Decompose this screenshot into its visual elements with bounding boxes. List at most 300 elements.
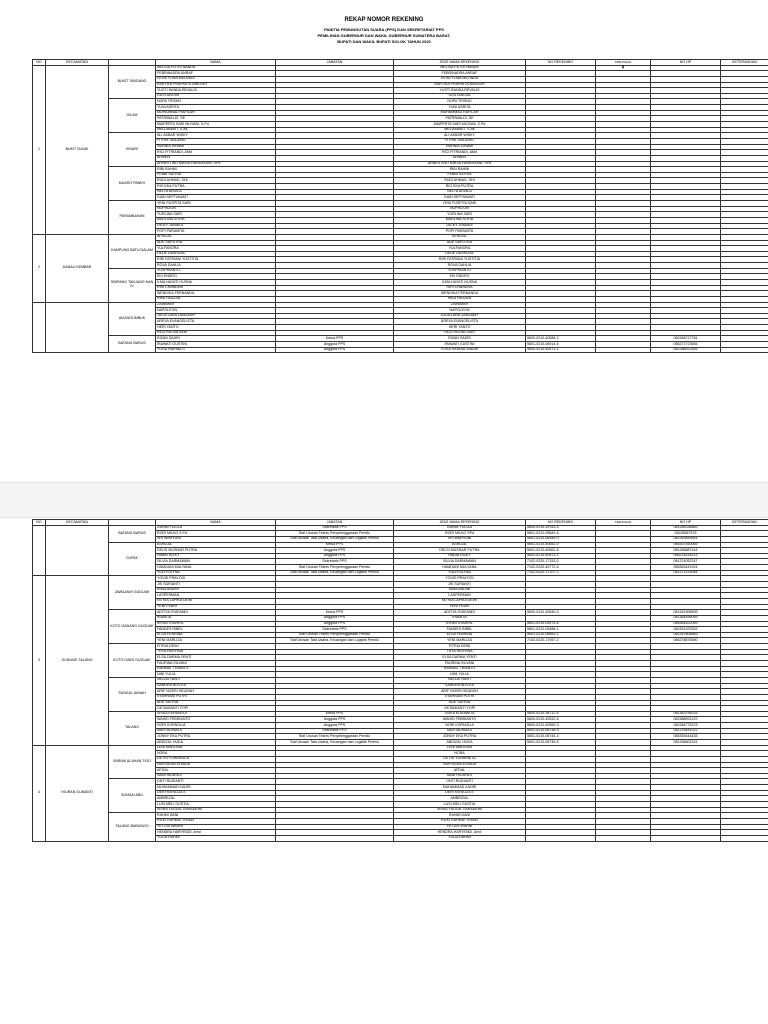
nama-cell: RAHMAT TRIANTO	[156, 666, 276, 672]
header-tabungan: TABUNGAN	[596, 60, 651, 66]
nama-cell: FITRIA TANJUNG	[156, 138, 276, 144]
row-number-cell	[33, 302, 46, 353]
nama-cell: NINI YULIA	[156, 672, 276, 678]
desa-cell: KAMPUNG BATU DALAM	[109, 234, 156, 268]
nama-cell: ARNESTINO MIRSA HANDAYANI, SPd	[156, 161, 276, 167]
atas-nama-cell: DERTRA NOZA S	[394, 790, 526, 796]
no-hp-cell: 081364496059	[651, 615, 721, 621]
atas-nama-cell: KARTIKA PRAPMITA NINGSIH	[394, 82, 526, 88]
no-hp-cell: 085278876550	[651, 638, 721, 644]
account-table	[32, 519, 768, 842]
no-hp-cell: 081266336682	[651, 525, 721, 531]
header-atas-nama: ATAS NAMA REKENING	[394, 520, 526, 526]
atas-nama-cell: JULIA LARA ZAMZAMY	[394, 313, 526, 319]
document-page-1	[0, 0, 768, 482]
jabatan-cell: Staf Urusan Tata Usaha, Keuangan dan Logistik Pemilu	[276, 638, 394, 644]
header-nama: NAMA	[156, 520, 276, 526]
nama-cell: RIRI CHANDRA	[156, 285, 276, 291]
jabatan-cell: Staf Urusan Teknis Penyelenggaraan Pemilu	[276, 531, 394, 537]
nama-cell: JIS SURIANTI	[156, 582, 276, 588]
nama-cell: WENDIKA FERNANDA	[156, 291, 276, 297]
jabatan-cell: Anggota PPS	[276, 553, 394, 559]
nama-cell: DEDE DASRIZAL	[156, 251, 276, 257]
nama-cell: SISRA YULIDA TIARADEWI	[156, 807, 276, 813]
nama-cell: YENI FEBRI	[156, 604, 276, 610]
nama-cell: POPI PARAMITA	[156, 229, 276, 235]
no-hp-cell: 082288922826	[651, 347, 721, 353]
nama-cell: NITRIA LAPIKA DEWI	[156, 598, 276, 604]
atas-nama-cell: NURYASMI ELMIDA	[394, 762, 526, 768]
desa-cell: SUNGAI JANIAH	[109, 677, 156, 711]
jabatan-cell: Anggota PPS	[276, 615, 394, 621]
atas-nama-cell: TRYA HERYINA	[394, 649, 526, 655]
kecamatan-cell: HILIRAN GUMANTI	[46, 745, 109, 841]
nama-cell: RIO EKA PUTRA	[156, 184, 276, 190]
nama-cell: AFRIZAL	[156, 234, 276, 240]
atas-nama-cell: NORA	[394, 751, 526, 757]
nama-cell: NOPA TRISNO	[156, 99, 276, 105]
atas-nama-cell: ABDIZAL HUDA	[394, 739, 526, 745]
nama-cell: IRAWATI GUSTINI	[156, 342, 276, 348]
atas-nama-cell: YURLINA SARI	[394, 212, 526, 218]
kecamatan-cell	[46, 525, 109, 576]
nama-cell: NOFRIZON	[156, 206, 276, 212]
nama-cell: ARMEN	[156, 155, 276, 161]
jabatan-cell: Sekretaris PPS	[276, 559, 394, 565]
atas-nama-cell: ARNESTINO MIRSA HANDAYANI, SPd	[394, 161, 526, 167]
no-rekening-cell: 5600-0210-39783-4	[526, 525, 596, 531]
no-rekening-cell: 5600-0210-40532-6	[526, 717, 596, 723]
header-tabungan: TABUNGAN	[596, 520, 651, 526]
subtitle-line: PEMILIHAN GUBERNUR DAN WAKIL GUBERNUR SUMATERA BARAT,	[317, 33, 451, 38]
jabatan-cell: Staf Urusan Tata Usaha, Keuangan dan Logistik Pemilu	[276, 536, 394, 542]
tabungan-cell: ▮	[596, 65, 651, 71]
desa-cell: DILAM	[109, 99, 156, 133]
desa-cell: PARAMBAHAN	[109, 201, 156, 235]
keterangan-cell	[721, 347, 768, 353]
atas-nama-cell: OKTAMIANTI YOPI	[394, 706, 526, 712]
nama-cell: ADE SATRIA	[156, 700, 276, 706]
nama-cell: DIAN SEPTIAWATI	[156, 195, 276, 201]
nama-cell: FITRIA DEWI	[156, 644, 276, 650]
no-rekening-cell: 7102-0220-40772-6	[526, 565, 596, 571]
nama-cell: ZAINIMAR	[156, 302, 276, 308]
nama-cell: YULIA RAHMI	[156, 835, 276, 841]
document-title: REKAP NOMOR REKENING	[344, 17, 424, 23]
atas-nama-cell: AFDAL	[394, 768, 526, 774]
desa-cell: BATANG BARUS	[109, 525, 156, 542]
nama-cell: ELSA FEBRINA	[156, 632, 276, 638]
nama-cell: PATRIWALDI, SE	[156, 116, 276, 122]
atas-nama-cell: ADE SATRIA	[394, 700, 526, 706]
jabatan-cell: Anggota PPS	[276, 621, 394, 627]
no-hp-cell: 081261906599	[651, 610, 721, 616]
atas-nama-cell: SYAHRANI PUTRI	[394, 694, 526, 700]
kecamatan-cell: BUKIT SUNDI	[46, 65, 109, 234]
nama-cell: FEBRINADRA ANRAF	[156, 71, 276, 77]
atas-nama-cell: ADE SAPUTRA	[394, 240, 526, 246]
jabatan-cell: Sekretaris PPS	[276, 627, 394, 633]
atas-nama-cell: YUSTI RANDA REVALDI	[394, 88, 526, 94]
jabatan-cell: Sekretaris PPS	[276, 728, 394, 734]
atas-nama-cell: RIBI RAHMI	[394, 167, 526, 173]
nama-cell: RIRI FATRIANI YUSTITIA	[156, 257, 276, 263]
atas-nama-cell: YULFISILYNA	[394, 570, 526, 576]
nama-cell: ELSA DARMA YENTI	[156, 655, 276, 661]
atas-nama-cell: DICKY JUNAIDI	[394, 223, 526, 229]
nama-cell: YULFANORA	[156, 246, 276, 252]
document-subtitle	[0, 27, 768, 45]
nama-cell: MELISA PUTRI NANDA	[156, 65, 276, 71]
atas-nama-cell: FITRIA TANJUNG	[394, 138, 526, 144]
atas-nama-cell: AREVA EVANGELISTA	[394, 319, 526, 325]
no-rekening-cell: 5600-0210-38712-4	[526, 711, 596, 717]
nama-cell: RAHMI DANI	[156, 813, 276, 819]
no-rekening-cell: 5601-0210-05474-6	[526, 621, 596, 627]
atas-nama-cell: ARIF NOERI HIDAYAH	[394, 689, 526, 695]
atas-nama-cell: MAIPERTA SARI MUYANI, S.Pd	[394, 122, 526, 128]
nama-cell: EKI ENDRO	[156, 274, 276, 280]
header-no-rekening: NO REKENING	[526, 60, 596, 66]
atas-nama-cell: ASRIZAL	[394, 542, 526, 548]
atas-nama-cell: NAPOLEON	[394, 308, 526, 314]
jabatan-cell: Staf Urusan Teknis Penyelenggaraan Pemilu	[276, 565, 394, 571]
atas-nama-cell: ONTI RUDIANTI	[394, 779, 526, 785]
nama-cell: WAHID FEBRIANTO	[156, 717, 276, 723]
atas-nama-cell: MARLINA SOFIA	[394, 217, 526, 223]
nama-cell: NORI KORNOLIA	[156, 723, 276, 729]
atas-nama-cell: RUDI AHMAD, SHI	[394, 178, 526, 184]
nama-cell: LENI MARLINA	[156, 745, 276, 751]
no-hp-cell: 085364522059	[651, 621, 721, 627]
nama-cell: NAPOLEON	[156, 308, 276, 314]
nama-cell: YENI MARLIZA	[156, 638, 276, 644]
desa-cell: TALANG	[109, 711, 156, 745]
nama-cell: RUDI AHMAD, SHI	[156, 178, 276, 184]
kecamatan-cell: GUNUNG TALANG	[46, 576, 109, 745]
no-rekening-cell: 7102-0220-17057-2	[526, 638, 596, 644]
atas-nama-cell: RIRI FATRIANI YUSTITIA	[394, 257, 526, 263]
atas-nama-cell: YUNI ASRITA	[394, 105, 526, 111]
nama-cell: DETRI YUHARNITA	[156, 756, 276, 762]
no-hp-cell: 082268727781	[651, 336, 721, 342]
nama-cell: NORA	[156, 751, 276, 757]
atas-nama-cell: RICI FITRIANDI, AMd	[394, 150, 526, 156]
no-hp-cell: 082284775278	[651, 723, 721, 729]
no-hp-cell: 085278226213	[651, 553, 721, 559]
atas-nama-cell: RIZKI RAHMAT IHSAN	[394, 818, 526, 824]
atas-nama-cell: JIS SURIANTI	[394, 582, 526, 588]
nama-cell: AMBRIZAL	[156, 796, 276, 802]
header-jabatan: JABATAN	[276, 60, 394, 66]
atas-nama-cell: ADITYA SYAFANDI	[394, 610, 526, 616]
subtitle-line: BUPATI DAN WAKIL BUPATI SOLOK TAHUN 2020	[337, 39, 431, 44]
atas-nama-cell: NITRIA LAPIKA DEWI	[394, 598, 526, 604]
nama-cell: TRYA HERYINA	[156, 649, 276, 655]
atas-nama-cell: SISRA YULIDA TIARADEWI	[394, 807, 526, 813]
atas-nama-cell: RORI MILKO SPd	[394, 531, 526, 537]
atas-nama-cell: ELSA FEBRINA	[394, 632, 526, 638]
header-jabatan: JABATAN	[276, 520, 394, 526]
row-number-cell: 1	[33, 65, 46, 234]
jabatan-cell: Ketua PPS	[276, 610, 394, 616]
nama-cell: SYAHRANI PUTRI	[156, 694, 276, 700]
desa-cell: SIMPANG TANJUNG NAN IV	[109, 268, 156, 302]
nama-cell: YOVID PRAYOGI	[156, 576, 276, 582]
nama-cell: AFDAL	[156, 768, 276, 774]
header-no-hp: NO HP	[651, 60, 721, 66]
atas-nama-cell: SISKA EDRAWITA	[394, 711, 526, 717]
atas-nama-cell: WENDIKA FERNANDA	[394, 291, 526, 297]
nama-cell: MUHAMMAD KADRI	[156, 785, 276, 791]
atas-nama-cell: RAHMI YULIZA	[394, 525, 526, 531]
atas-nama-cell: MARTADINATA	[394, 728, 526, 734]
no-hp-cell: 081378441022	[651, 728, 721, 734]
account-table	[32, 59, 768, 353]
nama-cell: HABIB RIZKY	[156, 553, 276, 559]
no-rekening-cell: 5600-0210-40586-2	[526, 336, 596, 342]
desa-cell: KINARI	[109, 133, 156, 167]
nama-cell: ADE SAPUTRA	[156, 240, 276, 246]
atas-nama-cell: HERI YANTO	[394, 325, 526, 331]
atas-nama-cell: FAURINA SILVANI	[394, 661, 526, 667]
no-hp-cell: 082283859544	[651, 536, 721, 542]
header-atas-nama: ATAS NAMA REKENING	[394, 60, 526, 66]
atas-nama-cell: FEBRINADRA ANRAF	[394, 71, 526, 77]
desa-cell: KOTO GADANG GUGUAK	[109, 610, 156, 644]
no-rekening-cell: 5600-0210-40540-4	[526, 610, 596, 616]
nama-cell: GUSTANOVA	[156, 93, 276, 99]
atas-nama-cell: IRFAN SYAHRIL	[394, 621, 526, 627]
nama-cell: YETDIS WARNI	[156, 824, 276, 830]
atas-nama-cell: NANI HIDAYATI	[394, 773, 526, 779]
no-hp-cell: 085363441924	[651, 565, 721, 571]
atas-nama-cell: RIRI CHANDRA	[394, 285, 526, 291]
row-number-cell: 4	[33, 745, 46, 841]
nama-cell: RIBI RAHMI	[156, 167, 276, 173]
atas-nama-cell: ELSA DARMA YENTI	[394, 655, 526, 661]
atas-nama-cell: NORI KORNOLIA	[394, 723, 526, 729]
nama-cell: RORI MILKO S.Pd	[156, 531, 276, 537]
nama-cell: JULIA LARA ZAMZAMY	[156, 313, 276, 319]
nama-cell: ADITYA SYAFANDI	[156, 610, 276, 616]
no-hp-cell: 085272723555	[651, 342, 721, 348]
no-rekening-cell: 5601-0210-06853-1	[526, 632, 596, 638]
nama-cell: YUSTI RANDA REVALDI	[156, 88, 276, 94]
keterangan-cell	[721, 835, 768, 841]
desa-cell: SUNGAI ABU	[109, 779, 156, 813]
header-kecamatan: KECAMATAN	[46, 60, 109, 66]
no-hp-cell: 081336602161	[651, 739, 721, 745]
atas-nama-cell: YULFANORA	[394, 246, 526, 252]
desa-cell: BUKIT TANDANG	[109, 65, 156, 99]
no-rekening-cell: 7102-0220-17153-0	[526, 559, 596, 565]
nama-cell: NANI HIDAYATI	[156, 773, 276, 779]
kecamatan-cell: DANAU KEMBAR	[46, 234, 109, 302]
desa-cell: JAWAJAWI GUGUAK	[109, 576, 156, 610]
nama-cell: MARLINA SOFIA	[156, 217, 276, 223]
nama-cell: HERI YANTO	[156, 325, 276, 331]
atas-nama-cell: FANDES RIBEL	[394, 627, 526, 633]
atas-nama-cell: LUSI MELI GUSTIA	[394, 802, 526, 808]
jabatan-cell: Anggota PPS	[276, 347, 394, 353]
no-hp-cell: 085355444435	[651, 734, 721, 740]
no-hp-cell: 082391297632	[651, 627, 721, 633]
no-hp-cell: 085307550065	[651, 542, 721, 548]
jabatan-cell: Ketua PPS	[276, 336, 394, 342]
atas-nama-cell: DIAN SEPTIAWATI	[394, 195, 526, 201]
atas-nama-cell: YENI PUSPITA SARI	[394, 201, 526, 207]
header-nama: NAMA	[156, 60, 276, 66]
nama-cell: RIKA FAUZAN	[156, 296, 276, 302]
atas-nama-cell: MELDAWATI, S.Ak	[394, 127, 526, 133]
atas-nama-cell: FITRIA DEWI	[394, 644, 526, 650]
nama-cell: ROVA DAHLIA	[156, 263, 276, 269]
atas-nama-cell: RIO EKA PUTRA	[394, 184, 526, 190]
atas-nama-cell: REZI RATNA SARI	[394, 330, 526, 336]
atas-nama-cell: YETDIS WARNI	[394, 824, 526, 830]
nama-cell: NURYASMI ELMIDA	[156, 762, 276, 768]
nama-cell: LASPERMAN	[156, 593, 276, 599]
nama-cell: SANDRA NOVITA	[156, 683, 276, 689]
atas-nama-cell: HAMDANI MULYANA	[394, 565, 526, 571]
nama-cell: FAURINA SILVANI	[156, 661, 276, 667]
no-rekening-cell: 5601-0210-06745-5	[526, 739, 596, 745]
no-hp-cell	[651, 835, 721, 841]
atas-nama-cell: YULIA RAHMI	[394, 835, 526, 841]
nama-cell: FEBBI SATRIA	[156, 172, 276, 178]
atas-nama-cell: YOVID PRAYOGI	[394, 576, 526, 582]
jabatan-cell: Sekretaris PPS	[276, 525, 394, 531]
jabatan-cell	[276, 835, 394, 841]
no-rekening-cell: 5601-0210-40562-6	[526, 548, 596, 554]
atas-nama-cell: MUHAMMAD KADRI	[394, 785, 526, 791]
nama-cell: FANDES RIBEL	[156, 627, 276, 633]
atas-nama-cell: ARMEN	[394, 155, 526, 161]
nama-cell: IRAMITA	[156, 615, 276, 621]
atas-nama-cell: NOFRIZON	[394, 206, 526, 212]
nama-cell: DICKY JUNAIDI	[156, 223, 276, 229]
atas-nama-cell: NELTA ARDILA	[394, 189, 526, 195]
nama-cell: YUNI ASRITA	[156, 105, 276, 111]
nama-cell: NURNIA ISHAMI	[156, 144, 276, 150]
desa-cell: TALANG BABUNGO	[109, 813, 156, 841]
no-hp-cell: 082267606869	[651, 632, 721, 638]
no-rekening-cell	[526, 835, 596, 841]
nama-cell: MARTADINATA	[156, 728, 276, 734]
nama-cell: RIZAN SADRI	[156, 336, 276, 342]
nama-cell: ARIF NOERI HIDAYAH	[156, 689, 276, 695]
nama-cell: LUSI MELI GUSTIA	[156, 802, 276, 808]
nama-cell: REZI RATNA SARI	[156, 330, 276, 336]
atas-nama-cell: LENI MARLINA	[394, 745, 526, 751]
atas-nama-cell: EKI ENDRO	[394, 274, 526, 280]
atas-nama-cell: AMBRIZAL	[394, 796, 526, 802]
atas-nama-cell: SRI WAHYUNI	[394, 536, 526, 542]
nama-cell: SISKA EDRAWITA	[156, 711, 276, 717]
atas-nama-cell: GUSTANOVA	[394, 93, 526, 99]
header-no: NO	[33, 60, 46, 66]
atas-nama-cell: FEBBI SATRIA	[394, 172, 526, 178]
nama-cell: MELDAWATI, S.Ak	[156, 127, 276, 133]
jabatan-cell: Ketua PPS	[276, 711, 394, 717]
header-keterangan: KETERANGAN	[721, 520, 768, 526]
atas-nama-cell: HABIB RIZKY	[394, 553, 526, 559]
desa-cell: CUPAK	[109, 542, 156, 576]
kecamatan-cell	[46, 302, 109, 353]
nama-cell: RICI FITRIANDI, AMd	[156, 150, 276, 156]
nama-cell: ABDIZAL HUDA	[156, 739, 276, 745]
atas-nama-cell: YENI FEBRI	[394, 604, 526, 610]
nama-cell: YORA HARINA S	[156, 347, 276, 353]
atas-nama-cell: LASPERMAN	[394, 593, 526, 599]
no-hp-cell: 082388991222	[651, 717, 721, 723]
no-rekening-cell: 7102-0220-17107-2	[526, 570, 596, 576]
tabungan-cell	[596, 347, 651, 353]
header-kecamatan: KECAMATAN	[46, 520, 109, 526]
no-rekening-cell: 5601-0210-06744-4	[526, 734, 596, 740]
jabatan-cell: Anggota PPS	[276, 723, 394, 729]
atas-nama-cell: ALI AKBAR WISKY	[394, 133, 526, 139]
atas-nama-cell: SANDRA NOVITA	[394, 683, 526, 689]
jabatan-cell: Staf Urusan Tata Usaha, Keuangan dan Logistik Pemilu	[276, 739, 394, 745]
no-rekening-cell: 5601-0210-40652-0	[526, 542, 596, 548]
atas-nama-cell: SILVIA DARMAWAN	[394, 559, 526, 565]
atas-nama-cell: NELDA YANTI	[394, 677, 526, 683]
nama-cell: DELSI MUSNAR PUTRA	[156, 548, 276, 554]
nama-cell: ASRIZAL	[156, 542, 276, 548]
atas-nama-cell: IRMA ANDINI	[394, 587, 526, 593]
no-rekening-cell: 5601-0210-06914-6	[526, 342, 596, 348]
atas-nama-cell: DELSI MUSNAR PUTRA	[394, 548, 526, 554]
nama-cell: RIZKI RAHMAT IHSAN	[156, 818, 276, 824]
desa-cell: SARIAK ALAHAN TIGO	[109, 745, 156, 779]
nama-cell: SILVIA DARMAWAN	[156, 559, 276, 565]
atas-nama-cell: YORA HARINA SINDRI	[394, 347, 526, 353]
no-rekening-cell: 5600-0210-40550-3	[526, 723, 596, 729]
atas-nama-cell: YUSPRIANTO	[394, 268, 526, 274]
atas-nama-cell: AFRIZAL	[394, 234, 526, 240]
atas-nama-cell: IVONI YONA MELINDA	[394, 76, 526, 82]
no-rekening-cell: 5601-0210-05849-6	[526, 531, 596, 537]
nama-cell: HENDRA HARYENDI, Amd	[156, 830, 276, 836]
no-rekening-cell: 5601-0210-40573-1	[526, 553, 596, 559]
atas-nama-cell: RIKA FAUZAN	[394, 296, 526, 302]
atas-nama-cell: HENDRA HARYENDI, Amd	[394, 830, 526, 836]
no-hp-cell: 081374052247	[651, 559, 721, 565]
row-number-cell	[33, 525, 46, 576]
atas-nama-cell: ZAINIMAR	[394, 302, 526, 308]
no-rekening-cell: 5601-0210-06544-0	[526, 536, 596, 542]
atas-nama-cell: NURNIA ISHAMI	[394, 144, 526, 150]
nama-cell: MUHAMMAD RAFILAH	[156, 110, 276, 116]
nama-cell: YUSPRIANTO	[156, 268, 276, 274]
row-number-cell: 2	[33, 234, 46, 302]
no-hp-cell: 081363796233	[651, 711, 721, 717]
no-hp-cell: 081371376084	[651, 570, 721, 576]
atas-nama-cell: DETRI YUHARNITA	[394, 756, 526, 762]
atas-nama-cell: NINI YULIA	[394, 672, 526, 678]
atas-nama-cell: MUHAMMAD RAFILAH	[394, 110, 526, 116]
no-hp-cell: 081266887444	[651, 548, 721, 554]
nama-cell: NELTA ARDILA	[156, 189, 276, 195]
header-no: NO	[33, 520, 46, 526]
atas-nama-cell: ILMA HAYATI HUSNA	[394, 279, 526, 285]
atas-nama-cell: MELISA PUTRI NANDA	[394, 65, 526, 71]
nama-cell: HAMDANI MULYANA	[156, 565, 276, 571]
document-page-2	[0, 518, 768, 1024]
atas-nama-cell: RIZAN SADRI	[394, 336, 526, 342]
